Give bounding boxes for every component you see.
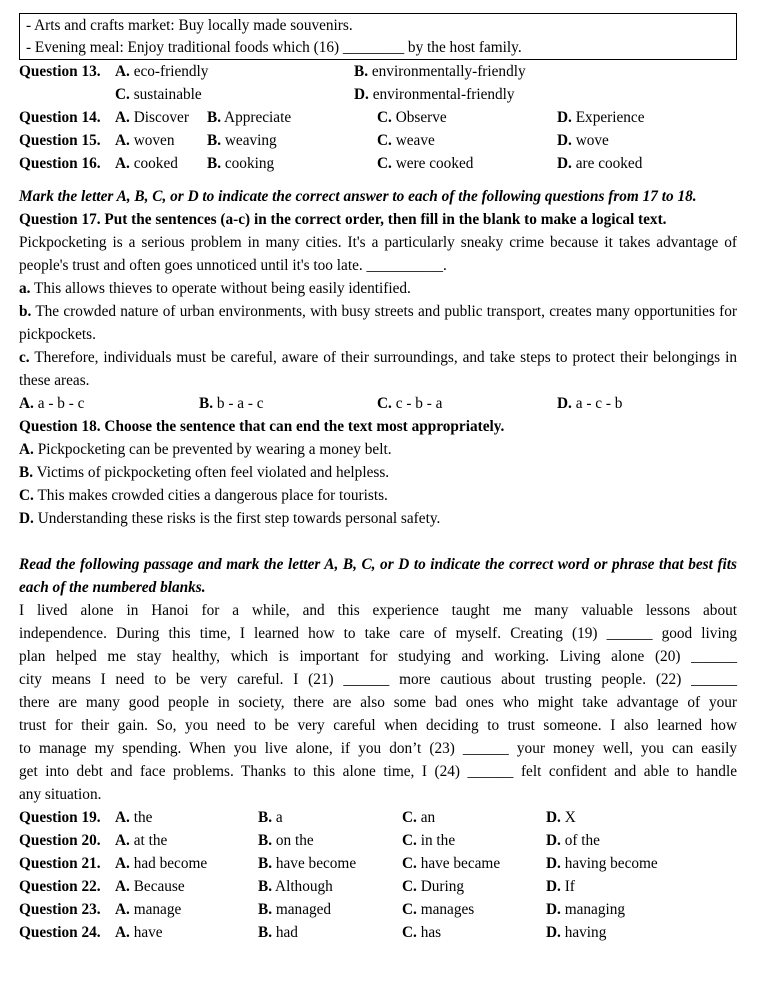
passage-line: trust for their gain. So, you need to be very careful when deciding to trust someone. I also learned how (19, 717, 737, 734)
passage-line: I lived alone in Hanoi for a while, and this experience taught me many valuable lessons about (19, 602, 737, 619)
box-line-1: - Arts and crafts market: Buy locally made souvenirs. (26, 17, 353, 34)
passage-line: plan helped me stay healthy, which is important for studying and working. Living alone (20) ______ (19, 648, 737, 665)
itinerary-box (19, 13, 737, 60)
question-17-options: A. a - b - c B. b - a - c C. c - b - a D. a - c - b (19, 395, 623, 412)
question-24-row: Question 24. A. have B. had C. has D. having (19, 924, 607, 941)
question-18-option-d: D. Understanding these risks is the first step towards personal safety. (19, 510, 441, 527)
question-13-row-2: C. sustainable D. environmental-friendly (115, 86, 515, 103)
passage-line: get into debt and face problems. Thanks to this alone time, I (24) ______ felt confident and able to handle (19, 763, 737, 780)
question-20-row: Question 20. A. at the B. on the C. in the D. of the (19, 832, 600, 849)
question-17-sentence-c: c. Therefore, individuals must be careful, aware of their surroundings, and take steps to protect their belongings in these areas. (19, 349, 737, 389)
passage-line: there are many good people in society, there are also some bad ones who might take advantage of your (19, 694, 737, 711)
passage-line: city means I need to be very careful. I (21) ______ more cautious about trusting people. (22) ______ (19, 671, 737, 688)
question-16-row: Question 16. A. cooked B. cooking C. were cooked D. are cooked (19, 155, 643, 172)
passage-line: any situation. (19, 786, 102, 803)
instruction-17-18: Mark the letter A, B, C, or D to indicate the correct answer to each of the following questions from 17 to 18. (19, 188, 697, 205)
passage-line: to manage my spending. When you live alone, if you don’t (23) ______ your money well, you can easily (19, 740, 737, 757)
question-18-option-c: C. This makes crowded cities a dangerous place for tourists. (19, 487, 388, 504)
question-13-row-1: Question 13. A. eco-friendly B. environmentally-friendly (19, 63, 526, 80)
question-19-row: Question 19. A. the B. a C. an D. X (19, 809, 576, 826)
question-18-title: Question 18. Choose the sentence that can end the text most appropriately. (19, 418, 505, 435)
question-14-row: Question 14. A. Discover B. Appreciate C. Observe D. Experience (19, 109, 645, 126)
question-22-row: Question 22. A. Because B. Although C. During D. If (19, 878, 575, 895)
question-17-sentence-a: a. This allows thieves to operate without being easily identified. (19, 280, 411, 297)
question-17-sentence-b: b. The crowded nature of urban environments, with busy streets and public transport, creates many opportunities for pickpockets. (19, 303, 737, 343)
worksheet-page (19, 13, 737, 944)
question-18-option-b: B. Victims of pickpocketing often feel violated and helpless. (19, 464, 390, 481)
question-21-row: Question 21. A. had become B. have become C. have became D. having become (19, 855, 658, 872)
box-line-2: - Evening meal: Enjoy traditional foods which (16) ________ by the host family. (26, 39, 522, 56)
question-15-row: Question 15. A. woven B. weaving C. weave D. wove (19, 132, 609, 149)
question-17-title: Question 17. Put the sentences (a-c) in the correct order, then fill in the blank to make a logical text. (19, 211, 667, 228)
question-18-option-a: A. Pickpocketing can be prevented by wearing a money belt. (19, 441, 392, 458)
instruction-passage: Read the following passage and mark the letter A, B, C, or D to indicate the correct word or phrase that best fits each of the numbered blanks. (19, 556, 737, 596)
reading-passage (19, 599, 737, 806)
question-23-row: Question 23. A. manage B. managed C. manages D. managing (19, 901, 626, 918)
passage-line: independence. During this time, I learned how to take care of myself. Creating (19) ______ good living (19, 625, 737, 642)
question-17-paragraph: Pickpocketing is a serious problem in many cities. It's a particularly sneaky crime because it takes advantage of people's trust and often goes unnoticed until it's too late. __________. (19, 234, 737, 274)
